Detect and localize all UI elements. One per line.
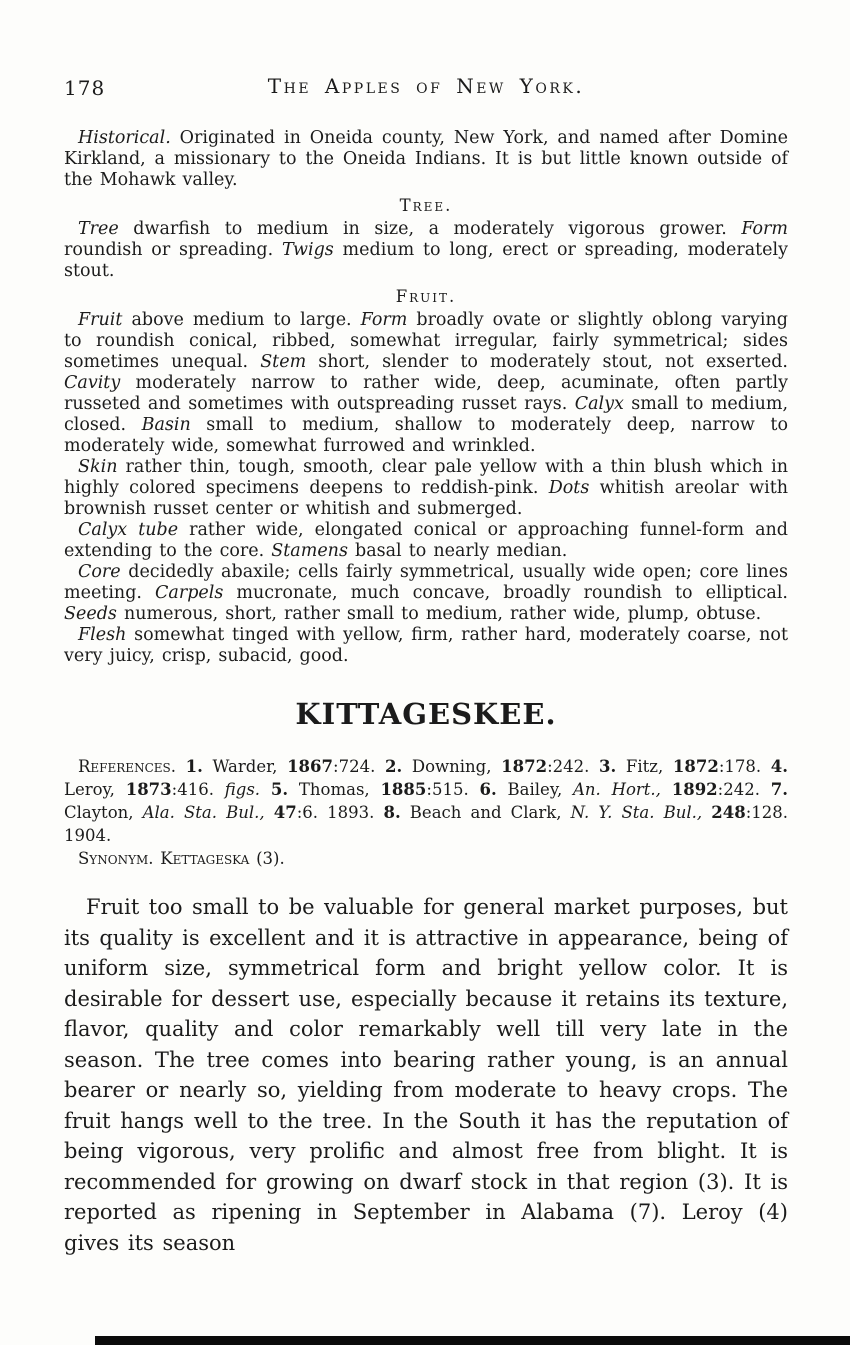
tree-section-heading: Tree. — [399, 196, 453, 215]
description-paragraph: Fruit too small to be valuable for general market purposes, but its quality is excellent and it is attractive in appearance, being of uniform size, symmetrical form and bright yellow color. It is desirable for dessert use, especially because it retains its texture, flavor, quality and color remarkably well till very late in the season. The tree comes into bearing rather young, is an annual bearer or nearly so, yielding from moderate to heavy crops. The fruit hangs well to the tree. In the South it has the reputation of being vigorous, very prolific and almost free from blight. It is recommended for growing on dwarf stock in that region (3). It is reported as ripening in September in Alabama (7). Leroy (4) gives its season — [64, 895, 788, 1255]
core-paragraph: Core decidedly abaxile; cells fairly symmetrical, usually wide open; core lines meeting. Carpels mucronate, much concave, broadly roundish to elliptical. Seeds numerous, short, rather small to medium, rather wide, plump, obtuse. — [64, 562, 788, 624]
tree-paragraph: Tree dwarfish to medium in size, a moderately vigorous grower. Form roundish or spreading. Twigs medium to long, erect or spreading, moderately stout. — [64, 219, 789, 281]
scan-artifact-bar — [95, 1336, 850, 1345]
variety-heading: KITTAGESKEE. — [295, 697, 557, 731]
flesh-paragraph: Flesh somewhat tinged with yellow, firm, rather hard, moderately coarse, not very juicy, crisp, subacid, good. — [64, 625, 788, 666]
calyx-tube-paragraph: Calyx tube rather wide, elongated conical or approaching funnel-form and extending to the core. Stamens basal to nearly median. — [64, 520, 788, 561]
synonym-line: Synonym. Kettageska (3). — [78, 849, 285, 868]
references-paragraph: References. 1. Warder, 1867:724. 2. Downing, 1872:242. 3. Fitz, 1872:178. 4. Leroy, 1873:416. figs. 5. Thomas, 1885:515. 6. Bailey, An. Hort., 1892:242. 7. Clayton, Ala. Sta. Bul., 47:6. 1893. 8. Beach and Clark, N. Y. Sta. Bul., 248:128. 1904. — [64, 757, 789, 845]
historical-paragraph: Historical. Originated in Oneida county, New York, and named after Domine Kirkland, a missionary to the Oneida Indians. It is but little known outside of the Mohawk valley. — [64, 128, 788, 190]
fruit-section-heading: Fruit. — [395, 287, 457, 306]
skin-paragraph: Skin rather thin, tough, smooth, clear pale yellow with a thin blush which in highly colored specimens deepens to reddish-pink. Dots whitish areolar with brownish russet center or whitish and submerged. — [64, 457, 788, 519]
running-title: The Apples of New York. — [267, 74, 585, 98]
page-header — [64, 74, 788, 100]
fruit-paragraph: Fruit above medium to large. Form broadly ovate or slightly oblong varying to roundish conical, ribbed, somewhat irregular, fairly symmetrical; sides sometimes unequal. Stem short, slender to moderately stout, not exserted. Cavity moderately narrow to rather wide, deep, acuminate, often partly russeted and sometimes with outspreading russet rays. Calyx small to medium, closed. Basin small to medium, shallow to moderately deep, narrow to moderately wide, somewhat furrowed and wrinkled. — [64, 310, 789, 456]
page-number: 178 — [64, 76, 106, 100]
